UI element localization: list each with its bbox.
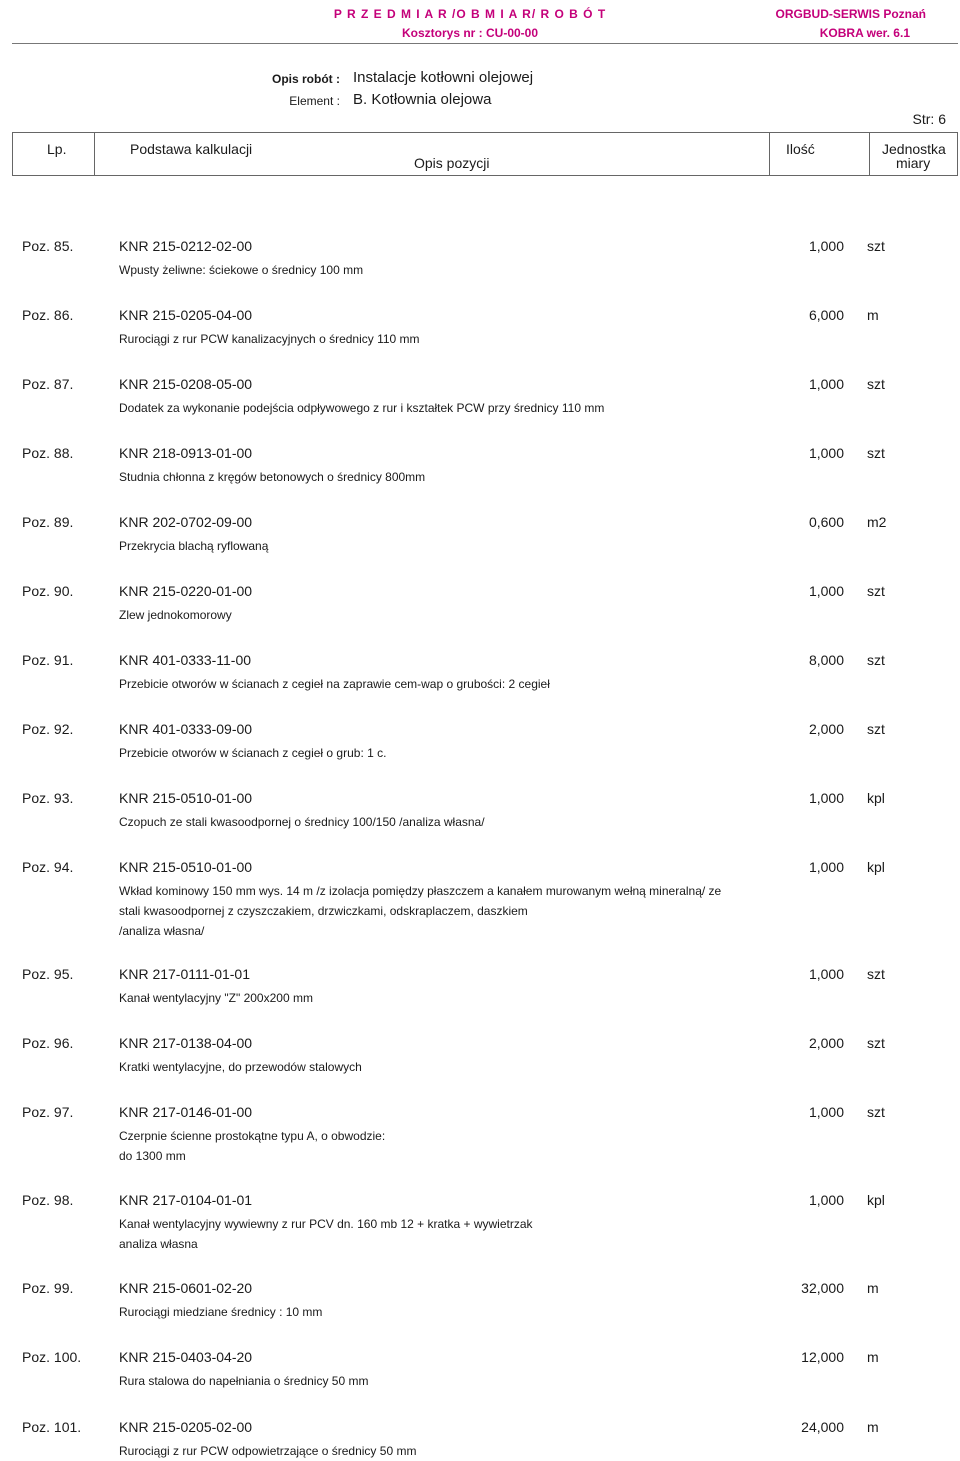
item-lp: Poz. 101. (22, 1419, 82, 1435)
item-description-line: do 1300 mm (119, 1149, 186, 1163)
item-unit: m (867, 307, 879, 323)
item-code: KNR 215-0403-04-20 (119, 1349, 253, 1365)
item-unit: szt (867, 721, 885, 737)
item-unit: m2 (867, 514, 887, 530)
item-lp: Poz. 89. (22, 514, 74, 530)
item-description-line: Rurociągi z rur PCW odpowietrzające o średnicy 50 mm (119, 1444, 417, 1458)
page-number: Str: 6 (912, 111, 946, 127)
item-description-line: Dodatek za wykonanie podejścia odpływowego z rur i kształtek PCW przy średnicy 110 mm (119, 401, 605, 415)
column-opis (95, 133, 770, 175)
item-lp: Poz. 97. (22, 1104, 74, 1120)
item-description-line: Czerpnie ścienne prostokątne typu A, o obwodzie: (119, 1129, 386, 1143)
item-description (119, 1126, 759, 1166)
item-description-line: Rurociągi z rur PCW kanalizacyjnych o średnicy 110 mm (119, 332, 420, 346)
item-code: KNR 202-0702-09-00 (119, 514, 253, 530)
item-unit: szt (867, 445, 885, 461)
opis-robot-label: Opis robót : (272, 72, 340, 86)
item-unit: szt (867, 652, 885, 668)
item-description-line: Studnia chłonna z kręgów betonowych o średnicy 800mm (119, 470, 426, 484)
item-lp: Poz. 95. (22, 966, 74, 982)
item-lp: Poz. 98. (22, 1192, 74, 1208)
item-lp: Poz. 87. (22, 376, 74, 392)
item-quantity: 1,000 (808, 445, 844, 461)
column-podstawa-label: Podstawa kalkulacji (130, 141, 253, 157)
item-lp: Poz. 96. (22, 1035, 74, 1051)
item-quantity: 1,000 (808, 583, 844, 599)
item-code: KNR 215-0205-04-00 (119, 307, 253, 323)
item-description-line: Kanał wentylacyjny "Z" 200x200 mm (119, 991, 313, 1005)
item-code: KNR 217-0111-01-01 (119, 966, 251, 982)
item-description (119, 1441, 759, 1461)
item-unit: szt (867, 966, 885, 982)
column-miary-label: miary (896, 155, 931, 171)
column-opis-label: Opis pozycji (414, 155, 490, 171)
item-quantity: 24,000 (801, 1419, 844, 1435)
item-lp: Poz. 93. (22, 790, 74, 806)
program-version: KOBRA wer. 6.1 (819, 26, 910, 40)
element-value: B. Kotłownia olejowa (353, 91, 492, 108)
item-code: KNR 215-0208-05-00 (119, 376, 253, 392)
item-quantity: 6,000 (808, 307, 844, 323)
item-lp: Poz. 92. (22, 721, 74, 737)
item-code: KNR 215-0601-02-20 (119, 1280, 253, 1296)
item-description (119, 881, 759, 941)
header-divider (12, 43, 958, 44)
item-code: KNR 217-0104-01-01 (119, 1192, 253, 1208)
column-ilosc-label: Ilość (786, 141, 815, 157)
item-code: KNR 401-0333-09-00 (119, 721, 253, 737)
item-quantity: 1,000 (808, 1104, 844, 1120)
company-name: ORGBUD-SERWIS Poznań (775, 7, 926, 21)
item-description-line: stali kwasoodpornej z czyszczakiem, drzwiczkami, odskraplaczem, daszkiem (119, 904, 528, 918)
item-description-line: Wkład kominowy 150 mm wys. 14 m /z izolacja pomiędzy płaszczem a kanałem murowanym wełną mineralną/ ze (119, 884, 722, 898)
item-quantity: 32,000 (801, 1280, 844, 1296)
item-description (119, 1371, 759, 1391)
item-code: KNR 218-0913-01-00 (119, 445, 253, 461)
item-unit: szt (867, 238, 885, 254)
item-description-line: Kratki wentylacyjne, do przewodów stalowych (119, 1060, 362, 1074)
item-description (119, 1302, 759, 1322)
item-description (119, 536, 759, 556)
item-quantity: 1,000 (808, 376, 844, 392)
item-code: KNR 217-0138-04-00 (119, 1035, 253, 1051)
item-quantity: 12,000 (801, 1349, 844, 1365)
item-description-line: /analiza własna/ (119, 924, 205, 938)
column-jednostka (870, 133, 957, 175)
column-jednostka-label: Jednostka (882, 141, 946, 157)
document-title: P R Z E D M I A R /O B M I A R/ R O B Ó T (333, 7, 607, 21)
item-description-line: Przebicie otworów w ścianach z cegieł na zaprawie cem-wap o grubości: 2 cegieł (119, 677, 550, 691)
item-code: KNR 401-0333-11-00 (119, 652, 252, 668)
item-quantity: 1,000 (808, 790, 844, 806)
item-description (119, 674, 759, 694)
item-description-line: Zlew jednokomorowy (119, 608, 232, 622)
item-description (119, 1057, 759, 1077)
item-lp: Poz. 90. (22, 583, 74, 599)
kosztorys-number: Kosztorys nr : CU-00-00 (401, 26, 539, 40)
item-unit: kpl (867, 1192, 885, 1208)
item-code: KNR 215-0510-01-00 (119, 790, 253, 806)
table-header (12, 132, 958, 176)
item-unit: szt (867, 1104, 885, 1120)
item-description (119, 988, 759, 1008)
item-description (119, 605, 759, 625)
item-description-line: Przebicie otworów w ścianach z cegieł o grub: 1 c. (119, 746, 387, 760)
item-unit: szt (867, 376, 885, 392)
item-quantity: 8,000 (808, 652, 844, 668)
item-description-line: Przekrycia blachą ryflowaną (119, 539, 269, 553)
item-description (119, 743, 759, 763)
column-lp-label: Lp. (47, 141, 67, 157)
item-unit: szt (867, 1035, 885, 1051)
item-code: KNR 215-0510-01-00 (119, 859, 253, 875)
item-lp: Poz. 91. (22, 652, 74, 668)
item-unit: m (867, 1349, 879, 1365)
item-quantity: 1,000 (808, 1192, 844, 1208)
item-description (119, 1214, 759, 1254)
item-description (119, 467, 759, 487)
item-lp: Poz. 85. (22, 238, 74, 254)
opis-robot-value: Instalacje kotłowni olejowej (353, 69, 534, 86)
item-description-line: Rura stalowa do napełniania o średnicy 50 mm (119, 1374, 369, 1388)
item-lp: Poz. 99. (22, 1280, 74, 1296)
element-label: Element : (289, 94, 340, 108)
item-quantity: 1,000 (808, 238, 844, 254)
item-unit: m (867, 1419, 879, 1435)
item-description (119, 812, 759, 832)
item-code: KNR 215-0220-01-00 (119, 583, 253, 599)
column-ilosc (770, 133, 870, 175)
item-description (119, 260, 759, 280)
item-quantity: 2,000 (808, 1035, 844, 1051)
item-code: KNR 215-0212-02-00 (119, 238, 253, 254)
item-code: KNR 215-0205-02-00 (119, 1419, 253, 1435)
item-lp: Poz. 94. (22, 859, 74, 875)
item-description-line: analiza własna (119, 1237, 198, 1251)
item-description-line: Kanał wentylacyjny wywiewny z rur PCV dn. 160 mb 12 + kratka + wywietrzak (119, 1217, 533, 1231)
item-quantity: 1,000 (808, 859, 844, 875)
item-description-line: Rurociągi miedziane średnicy : 10 mm (119, 1305, 323, 1319)
item-lp: Poz. 100. (22, 1349, 82, 1365)
item-unit: kpl (867, 790, 885, 806)
item-lp: Poz. 86. (22, 307, 74, 323)
item-description (119, 329, 759, 349)
item-unit: szt (867, 583, 885, 599)
item-description-line: Wpusty żeliwne: ściekowe o średnicy 100 mm (119, 263, 364, 277)
item-quantity: 1,000 (808, 966, 844, 982)
column-lp (13, 133, 95, 175)
item-unit: m (867, 1280, 879, 1296)
item-lp: Poz. 88. (22, 445, 74, 461)
item-quantity: 0,600 (808, 514, 844, 530)
item-description-line: Czopuch ze stali kwasoodpornej o średnicy 100/150 /analiza własna/ (119, 815, 485, 829)
item-unit: kpl (867, 859, 885, 875)
item-description (119, 398, 759, 418)
item-quantity: 2,000 (808, 721, 844, 737)
item-code: KNR 217-0146-01-00 (119, 1104, 253, 1120)
